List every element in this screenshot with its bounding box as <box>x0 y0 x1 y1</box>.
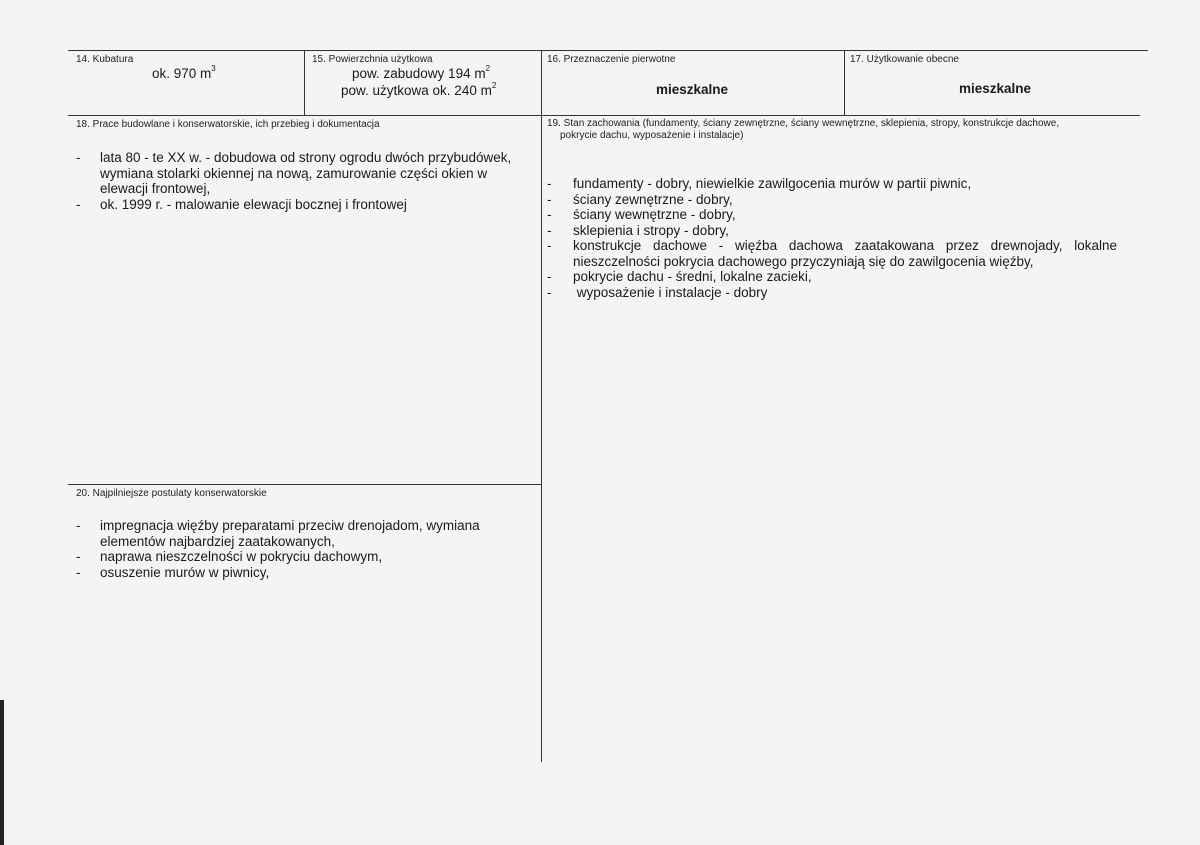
list-line: ściany wewnętrzne - dobry, <box>573 207 736 222</box>
field-14-label: 14. Kubatura <box>76 54 134 65</box>
top-border <box>68 50 1148 51</box>
list-item <box>547 223 1117 239</box>
list-item <box>76 197 511 213</box>
list-line: nieszczelności pokrycia dachowego przyczyniają się do zawilgocenia więźby, <box>573 253 1034 269</box>
list-dash: - <box>547 176 552 191</box>
list-line: naprawa nieszczelności w pokryciu dachowym, <box>100 549 383 564</box>
list-item <box>547 192 1117 208</box>
list-item <box>76 549 480 565</box>
list-line: sklepienia i stropy - dobry, <box>573 222 729 238</box>
field-19-label-line1: 19. Stan zachowania (fundamenty, ściany zewnętrzne, ściany wewnętrzne, sklepienia, stropy, konstrukcje dachowe, <box>547 118 1060 129</box>
field-17-label: 17. Użytkowanie obecne <box>850 54 959 65</box>
list-item <box>76 518 480 549</box>
field-14-value: ok. 970 $m^3$ <box>152 64 216 81</box>
field-18-list <box>76 150 511 212</box>
field-20-list <box>76 518 480 580</box>
list-item <box>547 176 1117 192</box>
list-line: konstrukcje dachowe - więźba dachowa zaatakowana przez drewnojady, lokalne <box>573 238 1117 253</box>
list-dash: - <box>76 549 81 564</box>
field-18-label: 18. Prace budowlane i konserwatorskie, ich przebieg i dokumentacja <box>76 119 380 130</box>
col-divider-15-16 <box>541 50 542 762</box>
list-line: pokrycie dachu - średni, lokalne zacieki, <box>573 269 812 284</box>
row1-bottom-border <box>68 115 1140 116</box>
list-dash: - <box>547 207 552 222</box>
list-item <box>76 150 511 197</box>
field-19-label-line2: pokrycie dachu, wyposażenie i instalacje) <box>560 130 744 141</box>
list-item <box>547 269 1117 285</box>
list-line: fundamenty - dobry, niewielkie zawilgocenia murów w partii piwnic, <box>573 176 972 191</box>
list-line: ściany zewnętrzne - dobry, <box>573 191 733 207</box>
field-17-value: mieszkalne <box>959 81 1032 96</box>
list-dash: - <box>76 196 81 212</box>
list-item <box>547 285 1117 301</box>
list-line: lata 80 - te XX w. - dobudowa od strony ogrodu dwóch przybudówek, <box>100 150 512 165</box>
list-line: wymiana stolarki okiennej na nową, zamurowanie części okien w <box>100 165 488 181</box>
field-16-value: mieszkalne <box>656 82 729 97</box>
list-dash: - <box>547 284 552 300</box>
list-item <box>76 565 480 581</box>
field-15-line2: pow. użytkowa ok. 240 $m^2$ <box>341 81 497 98</box>
list-item <box>547 238 1117 269</box>
list-dash: - <box>76 150 81 165</box>
list-line: ok. 1999 r. - malowanie elewacji bocznej i frontowej <box>100 196 407 212</box>
list-dash: - <box>547 269 552 284</box>
field-15-label: 15. Powierzchnia użytkowa <box>312 54 433 65</box>
scan-edge-mark <box>0 700 4 845</box>
list-line: impregnacja więźby preparatami przeciw drenojadom, wymiana <box>100 518 480 533</box>
col-divider-16-17 <box>844 50 845 115</box>
list-dash: - <box>76 564 81 580</box>
list-line: wyposażenie i instalacje - dobry <box>573 284 768 300</box>
list-item <box>547 207 1117 223</box>
field-16-label: 16. Przeznaczenie pierwotne <box>547 54 676 65</box>
list-dash: - <box>547 191 552 207</box>
list-dash: - <box>547 238 552 253</box>
list-line: elementów najbardziej zaatakowanych, <box>100 533 335 549</box>
list-line: elewacji frontowej, <box>100 181 211 196</box>
field-19-list <box>547 176 1117 300</box>
list-dash: - <box>547 222 552 238</box>
list-line: osuszenie murów w piwnicy, <box>100 564 270 580</box>
field-15-line1: pow. zabudowy 194 $m^2$ <box>352 64 491 81</box>
col-divider-14-15 <box>304 50 305 115</box>
list-dash: - <box>76 518 81 533</box>
row2-divider <box>68 484 541 485</box>
field-20-label: 20. Najpilniejsze postulaty konserwatorskie <box>76 488 267 499</box>
